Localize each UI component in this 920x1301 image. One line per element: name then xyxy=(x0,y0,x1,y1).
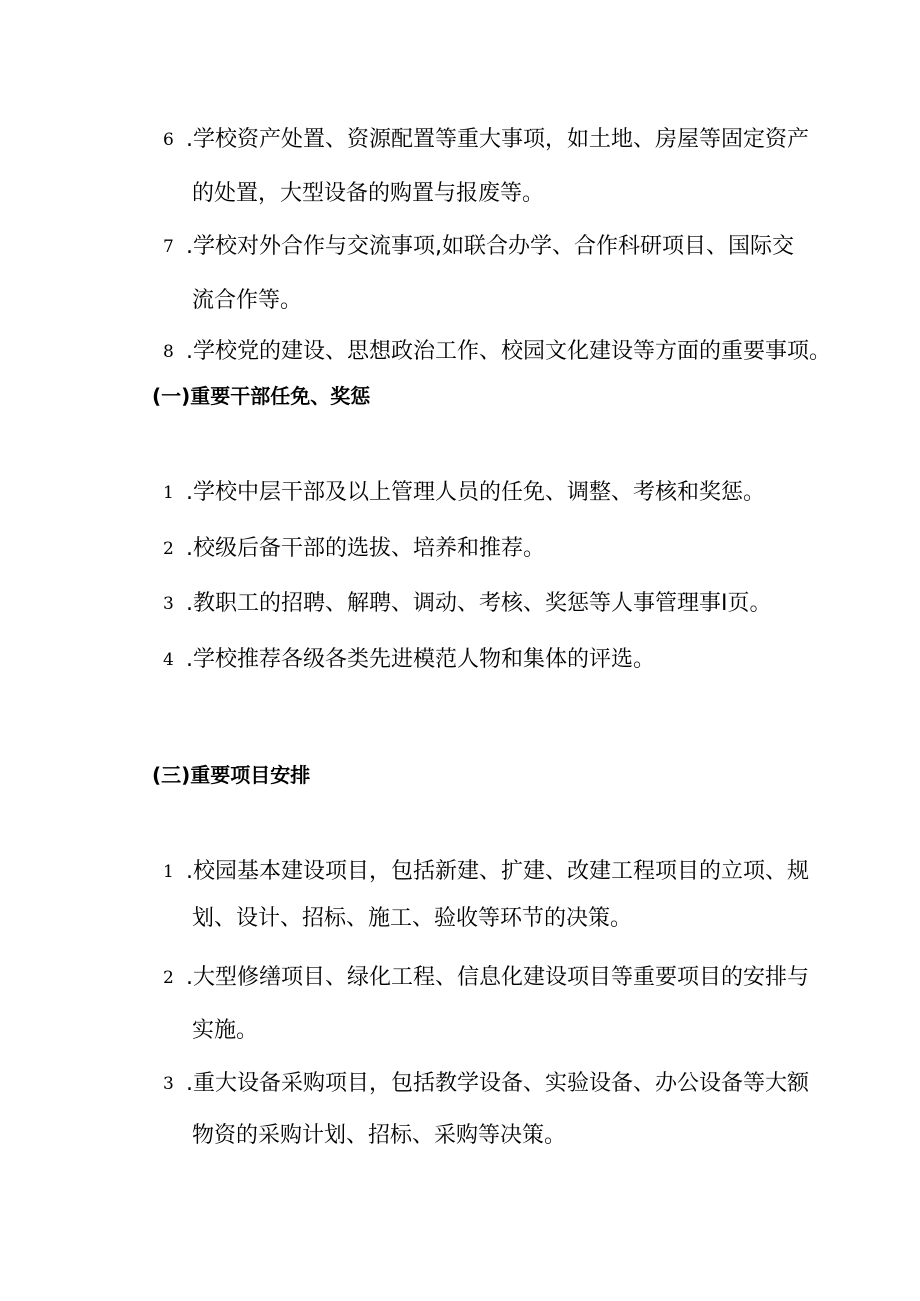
item-text-line: .学校对外合作与交流事项,如联合办学、合作科研项目、国际交 xyxy=(186,234,794,259)
item-text-line: .教职工的招聘、解聘、调动、考核、奖惩等人事管理事I页。 xyxy=(186,591,772,616)
item-text-line: .重大设备采购项目，包括教学设备、实验设备、办公设备等大额 xyxy=(186,1071,809,1096)
section-heading: (三)重要项目安排 xyxy=(152,763,311,787)
item-number: 2 xyxy=(163,539,174,559)
item-text-line: 物资的采购计划、招标、采购等决策。 xyxy=(192,1123,567,1148)
item-text-line: .学校资产处置、资源配置等重大事项，如土地、房屋等固定资产 xyxy=(186,127,809,152)
item-text-line: 划、设计、招标、施工、验收等环节的决策。 xyxy=(192,906,633,931)
item-number: 3 xyxy=(163,1074,174,1094)
item-text-line: 流合作等。 xyxy=(192,288,303,313)
item-text-line: .校级后备干部的选拔、培养和推荐。 xyxy=(186,536,545,561)
item-text-line: .校园基本建设项目，包括新建、扩建、改建工程项目的立项、规 xyxy=(186,859,809,884)
item-number: 8 xyxy=(163,342,174,362)
item-text-line: .大型修缮项目、绿化工程、信息化建设项目等重要项目的安排与 xyxy=(186,965,809,990)
item-text-line: .学校中层干部及以上管理人员的任免、调整、考核和奖惩。 xyxy=(186,480,765,505)
item-number: 4 xyxy=(163,650,174,670)
item-number: 6 xyxy=(163,130,174,150)
section-heading: (一)重要干部任免、奖惩 xyxy=(152,384,371,408)
item-text-line: .学校党的建设、思想政治工作、校园文化建设等方面的重要事项。 xyxy=(186,339,831,364)
item-number: 2 xyxy=(163,968,174,988)
item-text-line: .学校推荐各级各类先进模范人物和集体的评选。 xyxy=(186,647,655,672)
item-number: 1 xyxy=(163,483,174,503)
item-number: 1 xyxy=(163,862,174,882)
item-number: 3 xyxy=(163,594,174,614)
item-text-line: 实施。 xyxy=(192,1018,259,1043)
item-text-line: 的处置，大型设备的购置与报废等。 xyxy=(192,181,545,206)
item-number: 7 xyxy=(163,237,174,257)
